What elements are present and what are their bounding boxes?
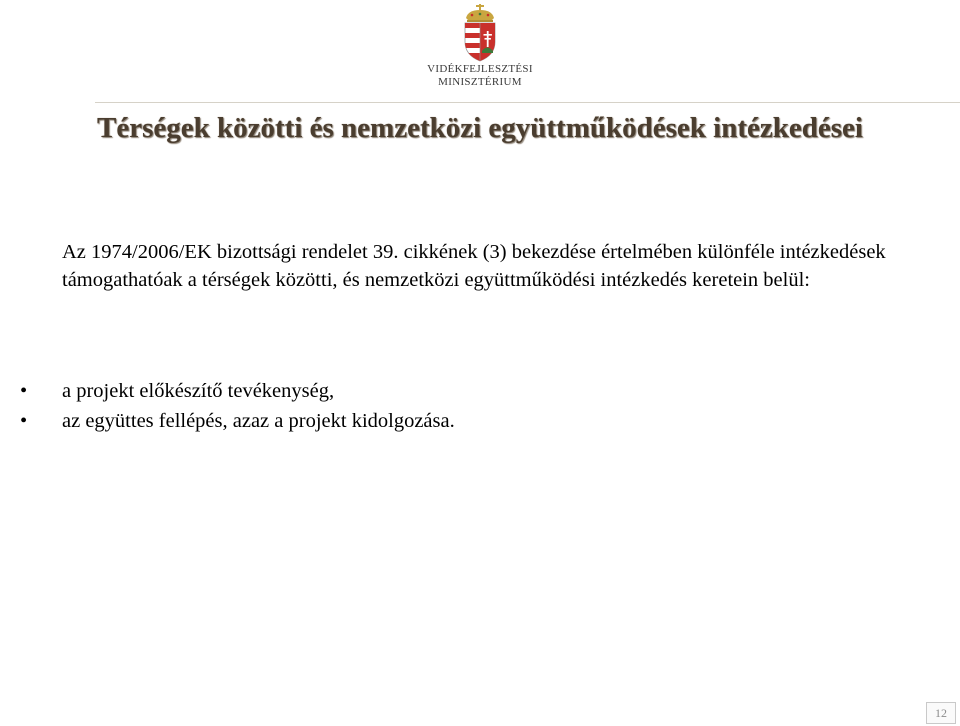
ministry-name-line2: MINISZTÉRIUM — [438, 76, 522, 88]
list-item-text: a projekt előkészítő tevékenység, — [62, 380, 335, 402]
hungarian-coat-of-arms-icon — [459, 4, 501, 62]
list-item — [0, 406, 960, 436]
ministry-name — [410, 63, 550, 89]
bullet-marker: • — [20, 410, 28, 432]
ministry-name-line1: VIDÉKFEJLESZTÉSI — [427, 63, 533, 75]
bullet-marker: • — [20, 380, 28, 402]
page-number: 12 — [926, 702, 956, 724]
intro-paragraph: Az 1974/2006/EK bizottsági rendelet 39. cikkének (3) bekezdése értelmében különféle intézkedések támogathatóak a térségek közötti, és nemzetközi együttműködési intézkedés keretein belül: — [62, 241, 886, 291]
ministry-logo — [410, 4, 550, 98]
header-divider — [95, 102, 960, 103]
list-item — [0, 376, 960, 406]
bullet-list — [0, 376, 960, 436]
list-item-text: az együttes fellépés, azaz a projekt kidolgozása. — [62, 410, 455, 432]
slide-title: Térségek közötti és nemzetközi együttműködések intézkedései — [97, 112, 863, 144]
